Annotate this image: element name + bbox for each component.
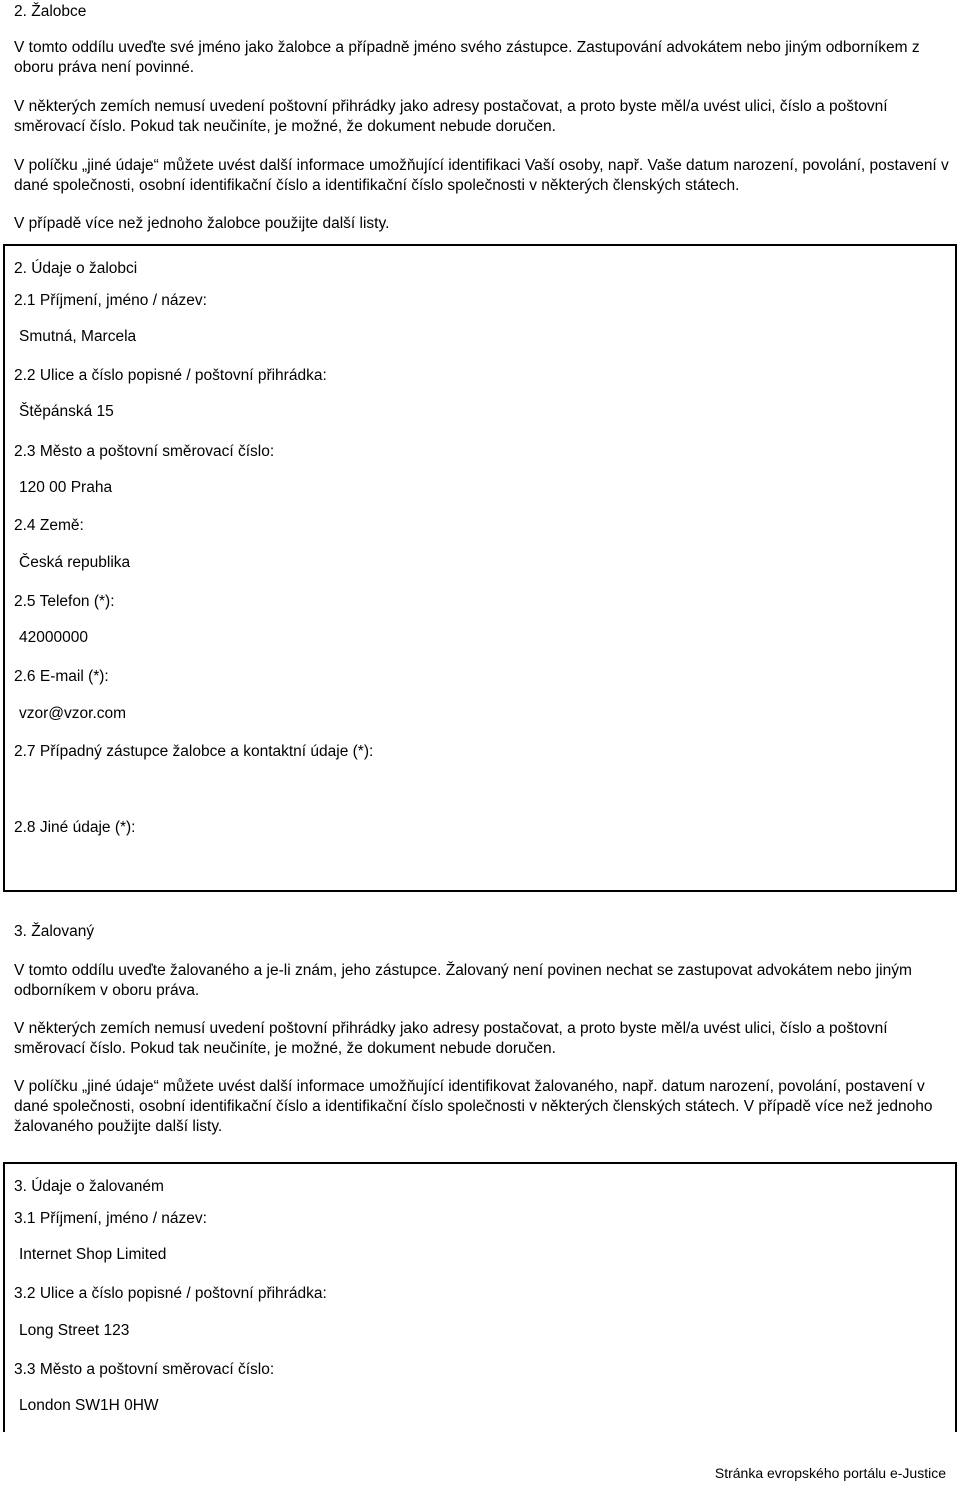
field-value: London SW1H 0HW [19, 1397, 159, 1414]
section-2-intro-2: V některých zemích nemusí uvedení poštovní přihrádky jako adresy postačovat, a proto byste měl/a uvést ulici, číslo a poštovní směrovací číslo. Pokud tak neučiníte, je možné, že dokument nebude doručen. [14, 98, 888, 135]
field-label: 2.1 Příjmení, jméno / název: [14, 292, 207, 309]
field-value: Česká republika [19, 554, 131, 571]
section-3-intro-1: V tomto oddílu uveďte žalovaného a je-li znám, jeho zástupce. Žalovaný není povinen nechat se zastupovat advokátem nebo jiným odborníkem v oboru práva. [14, 962, 912, 999]
field-label: 2.2 Ulice a číslo popisné / poštovní přihrádka: [14, 367, 327, 384]
section-3-heading: 3. Žalovaný [14, 923, 95, 940]
claimant-details-box [3, 244, 957, 892]
field-value: Long Street 123 [19, 1322, 130, 1339]
field-value: Internet Shop Limited [19, 1246, 167, 1263]
field-value: 42000000 [19, 629, 88, 646]
field-label: 3.1 Příjmení, jméno / název: [14, 1210, 207, 1227]
section-2-intro-4: V případě více než jednoho žalobce použijte další listy. [14, 215, 390, 232]
section-3-intro-2: V některých zemích nemusí uvedení poštovní přihrádky jako adresy postačovat, a proto byste měl/a uvést ulici, číslo a poštovní směrovací číslo. Pokud tak neučiníte, je možné, že dokument nebude doručen. [14, 1020, 888, 1057]
field-label: 3.2 Ulice a číslo popisné / poštovní přihrádka: [14, 1285, 327, 1302]
page-footer: Stránka evropského portálu e-Justice [714, 1465, 946, 1481]
field-label: 2.7 Případný zástupce žalobce a kontaktní údaje (*): [14, 743, 374, 760]
field-label: 2.4 Země: [14, 517, 84, 534]
section-2-heading: 2. Žalobce [14, 3, 87, 20]
field-value: vzor@vzor.com [19, 705, 127, 722]
claimant-box-title: 2. Údaje o žalobci [14, 260, 138, 277]
field-label: 3.3 Město a poštovní směrovací číslo: [14, 1361, 275, 1378]
section-2-intro-1: V tomto oddílu uveďte své jméno jako žalobce a případně jméno svého zástupce. Zastupování advokátem nebo jiným odborníkem z oboru práva není povinné. [14, 39, 920, 76]
defendant-box-title: 3. Údaje o žalovaném [14, 1178, 164, 1195]
section-3-intro-3: V políčku „jiné údaje“ můžete uvést další informace umožňující identifikovat žalovaného, např. datum narození, povolání, postavení v dané společnosti, osobní identifikační číslo a identifikační číslo společnosti v některých členských státech. V případě více než jednoho žalovaného použijte další listy. [14, 1078, 933, 1135]
field-label: 2.6 E-mail (*): [14, 668, 109, 685]
field-label: 2.3 Město a poštovní směrovací číslo: [14, 443, 275, 460]
field-label: 2.5 Telefon (*): [14, 593, 115, 610]
field-value: 120 00 Praha [19, 479, 113, 496]
field-label: 2.8 Jiné údaje (*): [14, 819, 136, 836]
section-2-intro-3: V políčku „jiné údaje“ můžete uvést další informace umožňující identifikaci Vaší osoby, např. Vaše datum narození, povolání, postavení v dané společnosti, osobní identifikační číslo a identifikační číslo společnosti v některých členských státech. [14, 157, 949, 194]
field-value: Smutná, Marcela [19, 328, 137, 345]
field-value: Štěpánská 15 [19, 403, 114, 420]
